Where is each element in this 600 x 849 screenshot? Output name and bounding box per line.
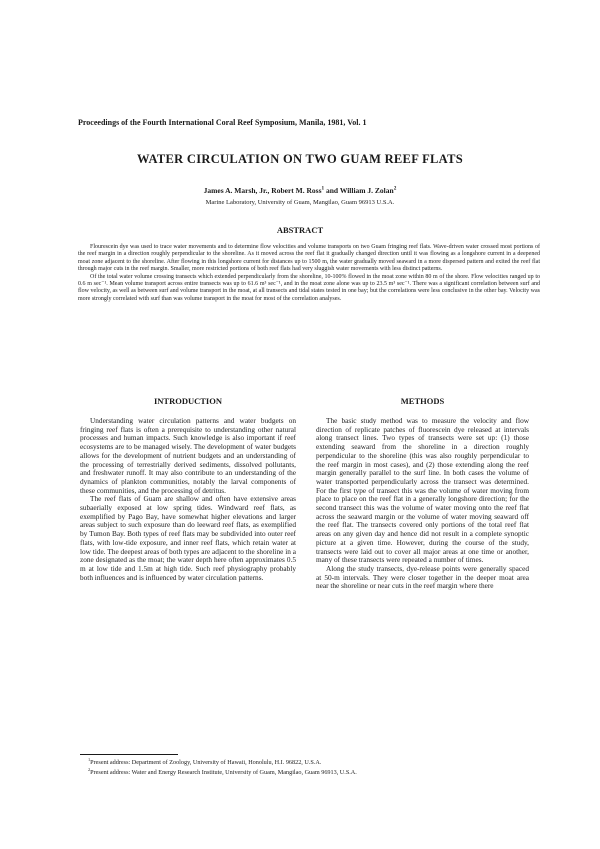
author-2: William J. Zolan (339, 186, 394, 195)
abstract-body (78, 244, 540, 303)
footnote-divider (80, 754, 178, 755)
author-conjunction: and (324, 186, 340, 195)
paper-title: WATER CIRCULATION ON TWO GUAM REEF FLATS (137, 152, 463, 166)
methods-column (316, 417, 529, 591)
abstract-heading: ABSTRACT (276, 225, 324, 235)
introduction-column (80, 417, 296, 582)
abstract-paragraph-1: Flourescein dye was used to trace water movements and to determine flow velocities and volume transports on two Guam fringing reef flats. Wave-driven water crossed most portions of the reef margin in a direction roughly perpendicular to the shoreline. As it moved across the reef flat it gradually changed direction until it was flowing as a longshore current in a deepened moat zone adjacent to the shoreline. After flowing in this longshore current for distances up to 1500 m, the water gradually moved seaward in a more dispersed pattern and exited the reef flat through major cuts in the reef margin. Smaller, more restricted portions of both reef flats had very sluggish water movements with less distinct patterns. (78, 244, 540, 273)
proceedings-header: Proceedings of the Fourth International Coral Reef Symposium, Manila, 1981, Vol. 1 (78, 118, 367, 127)
abstract-paragraph-2: Of the total water volume crossing transects which extended perpendicularly from the shoreline, 10-100% flowed in the moat zone within 80 m of the shore. Flow velocities ranged up to 0.6 m sec⁻¹. Mean volume transport across entire transects was up to 61.6 m³ sec⁻¹, and in the moat zone alone was up to 23.5 m³ sec⁻¹. There was a significant correlation between surf and flow velocity, as well as between surf and volume transport in the moat, at all transects and tidal states tested in one bay; but the correlations were less conclusive in the other bay. Velocity was more strongly correlated with surf than was volume transport in the moat for most of the correlation analyses. (78, 273, 540, 302)
footnote-mark-1: 1 (321, 185, 325, 192)
footnote-1 (88, 756, 322, 766)
introduction-paragraph-2: The reef flats of Guam are shallow and often have extensive areas subaerially exposed at low spring tides. Windward reef flats, as exemplified by Pago Bay, have somewhat higher elevations and larger areas subject to such exposure than do leeward reef flats, as exemplified by Tumon Bay. Both types of reef flats may be subdivided into outer reef flats, with low-tide exposure, and inner reef flats, which retain water at low tide. The deepest areas of both types are adjacent to the shoreline in a zone designated as the moat; the water depth here often approximates 0.5 m at low tide and 1.5m at high tide. Such reef physiography probably both influences and is influenced by water circulation patterns. (80, 494, 296, 582)
footnote-2-mark: 2 (88, 766, 91, 772)
introduction-paragraph-1: Understanding water circulation patterns and water budgets on fringing reef flats is often a prerequisite to understanding other natural processes and human impacts. Such knowledge is also important if reef ecosystems are to be managed wisely. The development of water budgets allows for the development of nutrient budgets and an understanding of the processing of terrestrially derived sediments, dissolved pollutants, and freshwater runoff. It may also contribute to an understanding of the dynamics of plankton communities, notably the larval components of these communities, and the processing of detritus. (80, 416, 296, 495)
affiliation: Marine Laboratory, University of Guam, Mangilao, Guam 96913 U.S.A. (205, 199, 395, 206)
methods-paragraph-2: Along the study transects, dye-release points were generally spaced at 50-m intervals. They were closer together in the deeper moat area near the shoreline or near cuts in the reef margin where there (316, 563, 529, 591)
footnote-1-mark: 1 (88, 756, 91, 762)
methods-paragraph-1: The basic study method was to measure the velocity and flow direction of replicate patches of fluorescein dye released at intervals along transect lines. Two types of transects were set up: (1) those extending seaward from the shoreline in a direction roughly perpendicular to the shoreline (this was also roughly perpendicular to the reef margin in most cases), and (2) those extending along the reef margin generally parallel to the surf line. In both cases the volume of water transported perpendicularly across the transect was determined. For the first type of transect this was the volume of water moving from place to place on the reef flat in a generally longshore direction; for the second transect this was the volume of water moving onto the reef flat across the seaward margin or the volume of water moving seaward off the reef flat. The transects covered only portions of the total reef flat areas on any given day and hence did not result in a complete synoptic picture at a given time. However, during the course of the study, transects were laid out to cover all major areas at one time or another, many of these transects were repeated a number of times. (316, 416, 529, 565)
footnote-mark-2: 2 (393, 185, 397, 192)
footnote-2 (88, 766, 357, 776)
footnote-2-text: Present address: Water and Energy Research Institute, University of Guam, Mangilao, Guam 96913, U.S.A. (90, 769, 357, 776)
methods-heading: METHODS (400, 396, 445, 406)
footnote-1-text: Present address: Department of Zoology, University of Hawaii, Honolulu, H.I. 96822, U.S.A. (90, 759, 322, 766)
author-1: James A. Marsh, Jr., Robert M. Ross (203, 186, 322, 195)
introduction-heading: INTRODUCTION (153, 396, 222, 406)
author-line (0, 186, 600, 195)
